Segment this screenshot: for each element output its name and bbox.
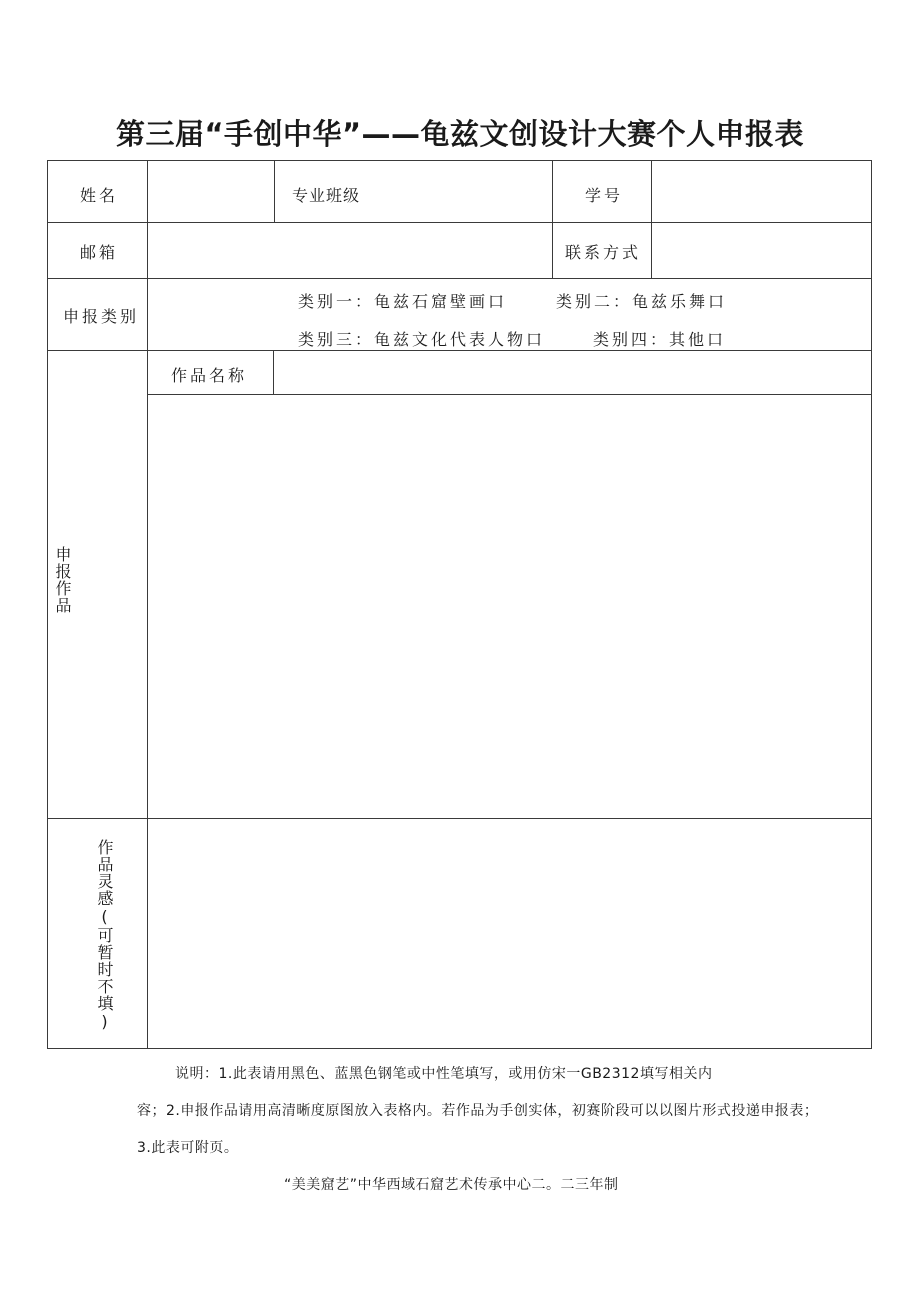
category-option-3[interactable]: 类别三：龟兹文化代表人物口 [298, 330, 546, 349]
student-id-label: 学号 [585, 186, 624, 205]
email-field[interactable] [148, 223, 552, 278]
major-class-label: 专业班级 [292, 186, 361, 205]
category-option-1[interactable]: 类别一：龟兹石窟壁画口 [298, 292, 508, 311]
notes-line-3: 3.此表可附页。 [137, 1140, 239, 1156]
major-class-field[interactable] [275, 161, 552, 222]
form-title: 第三届“手创中华”——龟兹文创设计大赛个人申报表 [115, 117, 805, 151]
name-field[interactable] [148, 161, 274, 222]
notes-line-1: 说明：1.此表请用黑色、蓝黑色钢笔或中性笔填写，或用仿宋一GB2312填写相关内 [175, 1066, 713, 1082]
work-image-area[interactable] [148, 395, 871, 818]
category-option-4[interactable]: 类别四：其他口 [593, 330, 727, 349]
notes-line-2: 容；2.申报作品请用高清晰度原图放入表格内。若作品为手创实体，初赛阶段可以以图片形式投递申报表； [137, 1103, 819, 1119]
work-name-field[interactable] [274, 351, 871, 394]
contact-field[interactable] [652, 223, 871, 278]
inspiration-label: 作品灵感(可暂时不填) [95, 839, 114, 1032]
work-section-label: 申报作品 [53, 546, 72, 614]
row-divider [47, 278, 872, 279]
border-bottom [47, 1048, 872, 1049]
inspiration-field[interactable] [148, 819, 871, 1048]
work-name-label: 作品名称 [171, 366, 248, 385]
application-form-table [47, 160, 872, 1049]
category-label: 申报类别 [63, 307, 140, 326]
student-id-field[interactable] [652, 161, 871, 222]
category-option-2[interactable]: 类别二：龟兹乐舞口 [556, 292, 728, 311]
footer-text: “美美窟艺”中华西域石窟艺术传承中心二。二三年制 [284, 1177, 619, 1193]
column-divider [552, 160, 553, 278]
email-label: 邮箱 [80, 243, 119, 262]
border-right [871, 160, 872, 1049]
contact-label: 联系方式 [565, 243, 642, 262]
name-label: 姓名 [80, 186, 119, 205]
border-left [47, 160, 48, 1049]
